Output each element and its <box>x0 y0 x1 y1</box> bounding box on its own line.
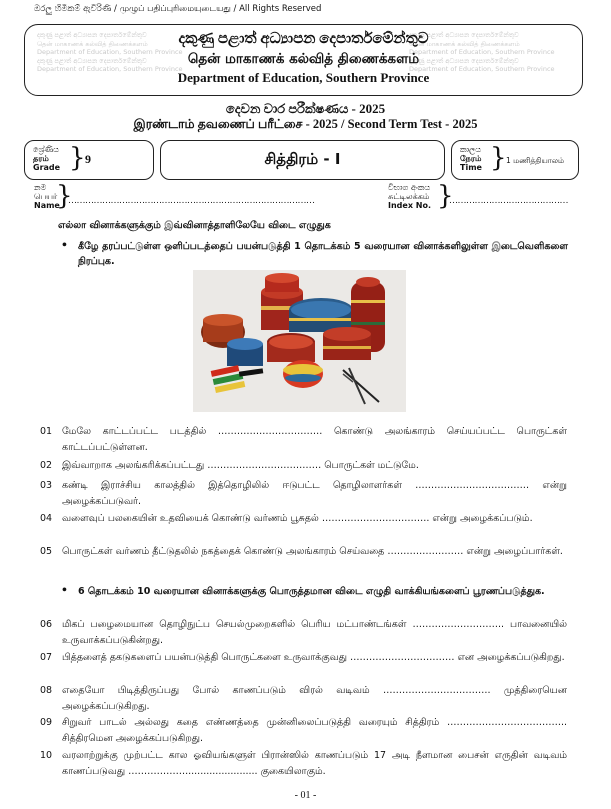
header-tamil: தென் மாகாணக் கல்வித் திணைக்களம் <box>187 51 420 67</box>
name-label-si: නම <box>34 183 47 192</box>
question-text: எதையோ பிடித்திருப்பது போல் காணப்படும் விரல் வடிவம் ……………………………. முத்திரையென அழைக்கப்படுகிறது. <box>62 685 567 712</box>
question-text: மேலே காட்டப்பட்ட படத்தில் …………………………… கொண்டு அலங்காரம் செய்யப்பட்ட பொருட்கள் காட்டப்பட்டுள்ளன. <box>62 426 567 453</box>
time-label-en: Time <box>460 163 482 172</box>
question-text: வரலாற்றுக்கு முற்பட்ட கால ஓவியங்களுள் பிரான்ஸில் காணப்படும் 17 அடி நீளமான பைசன் எருதின் வடிவம் காணப்படுவது ………………........................ குகையிலாகும். <box>62 750 567 777</box>
question-text: வளைவுப் பலகையின் உதவியைக் கொண்டு வர்ணம் பூசுதல் ……………………………. என்று அழைக்கப்படும். <box>62 513 533 524</box>
question-text: பித்தளைத் தகடுகளைப் பயன்படுத்தி பொருட்களை உருவாக்குவது …………………………… என அழைக்கப்படுகிறது. <box>62 652 565 663</box>
header-english: Department of Education, Southern Province <box>177 70 430 85</box>
lacquer-craft-photo <box>193 270 406 412</box>
instruction: எல்லா வினாக்களுக்கும் இவ்வினாத்தாளிலேயே விடை எழுதுக <box>58 220 331 231</box>
grade-label-ta: தரம் <box>33 154 49 163</box>
bullet-icon: • <box>62 583 67 598</box>
brace-icon: } <box>56 181 73 211</box>
grade-label-si: ශ්‍රේණිය <box>33 145 59 154</box>
time-box <box>451 140 579 180</box>
section2-instruction: 6 தொடக்கம் 10 வரையான வினாக்களுக்கு பொருத்தமான விடை எழுதி வாக்கியங்களைப் பூரணப்படுத்துக. <box>78 586 545 597</box>
subject-title: சித்திரம் - I <box>264 150 341 168</box>
brace-icon: } <box>490 143 507 173</box>
question-text: இவ்வாறாக அலங்கரிக்கப்பட்டது ……………………………… பொருட்கள் மட்டுமே. <box>62 460 419 471</box>
header-sinhala: දකුණු පළාත් අධ්‍යාපන දෙපාර්තමේන්තුව <box>178 31 429 47</box>
watermark-right: දකුණු පළාත් අධ්‍යාපන දෙපාර්තමේන්තුව தென் மாகாணக் கல்வித் திணைக்களம் Department of Education, Southern Province දකුණු පළාත් අධ්‍යාපන දෙපාර්තමේන්තුව Department of Education, Southern Province <box>409 31 555 73</box>
time-value: 1 மணித்தியாலம் <box>506 156 564 165</box>
test-title-sinhala: දෙවන වාර පරීක්ෂණය - 2025 <box>225 101 386 116</box>
test-title: இரண்டாம் தவணைப் பரீட்சை - 2025 / Second Term Test - 2025 <box>133 117 478 131</box>
question-number: 04 <box>40 513 53 524</box>
index-field[interactable]: …………………………………… <box>449 195 568 205</box>
question-number: 02 <box>40 460 53 471</box>
grade-box <box>24 140 154 180</box>
index-label-si: විභාග අංකය <box>388 183 431 192</box>
time-label-ta: நேரம் <box>460 154 482 163</box>
question-number: 01 <box>40 426 53 437</box>
section1-instruction: கீழே தரப்பட்டுள்ள ஒளிப்படத்தைப் பயன்படுத்தி 1 தொடக்கம் 5 வரையான வினாக்களிலுள்ள இடைவெளிகளை நிரப்புக. <box>78 241 568 267</box>
question-number: 06 <box>40 619 53 630</box>
question-number: 05 <box>40 546 53 557</box>
question-text: சிறுவர் பாடல் அல்லது கதை எண்ணத்தை முன்னிலைப்படுத்தி வரையும் சித்திரம் ……………………………….. சித்திரமென அழைக்கப்படுகிறது. <box>62 717 567 744</box>
question-number: 08 <box>40 685 53 696</box>
index-label-ta: சுட்டிலக்கம் <box>388 192 430 201</box>
question-text: பொருட்கள் வர்ணம் தீட்டுதலில் நகத்தைக் கொண்டு அலங்காரம் செய்வதை …………………… என்று அழைப்பார்கள். <box>62 546 563 557</box>
time-label-si: කාලය <box>460 145 481 154</box>
name-field[interactable]: …………………………………………………………………………… <box>68 195 315 205</box>
question-number: 10 <box>40 750 53 761</box>
index-label-en: Index No. <box>388 201 431 210</box>
brace-icon: } <box>437 181 454 211</box>
question-text: மிகப் பழைமையான தொழிநுட்ப செயல்முறைகளில் பெரிய மட்பாண்டங்கள் ……………………….. பாவனையில் உருவாக்கப்படுகின்றது. <box>62 619 567 646</box>
watermark-left: දකුණු පළාත් අධ්‍යාපන දෙපාර්තමේන්තුව தென் மாகாணக் கல்வித் திணைக்களம் Department of Education, Southern Province දකුණු පළාත් අධ්‍යාපන දෙපාර්තමේන්තුව Department of Education, Southern Province <box>37 31 183 73</box>
page-number: - 01 - <box>294 790 317 801</box>
question-text: கண்டி இராச்சிய காலத்தில் இத்தொழிலில் ஈடுபட்ட தொழிலாளர்கள் ……………………………… என்று அழைக்கப்படுவர். <box>62 480 567 507</box>
grade-value: 9 <box>85 152 91 166</box>
department-header <box>24 24 583 96</box>
subject-box <box>160 140 445 180</box>
question-number: 03 <box>40 480 53 491</box>
bullet-icon: • <box>62 238 67 253</box>
name-label-en: Name <box>34 201 60 210</box>
question-number: 07 <box>40 652 53 663</box>
grade-label-en: Grade <box>33 163 61 172</box>
brace-icon: } <box>69 143 86 173</box>
question-number: 09 <box>40 717 53 728</box>
name-label-ta: பெயர் <box>34 192 58 201</box>
rights-notice: ඔරලු හිමිකම් ඇවිරිණි / முழுப் பதிப்புரிமையுடையது / All Rights Reserved <box>34 4 322 14</box>
